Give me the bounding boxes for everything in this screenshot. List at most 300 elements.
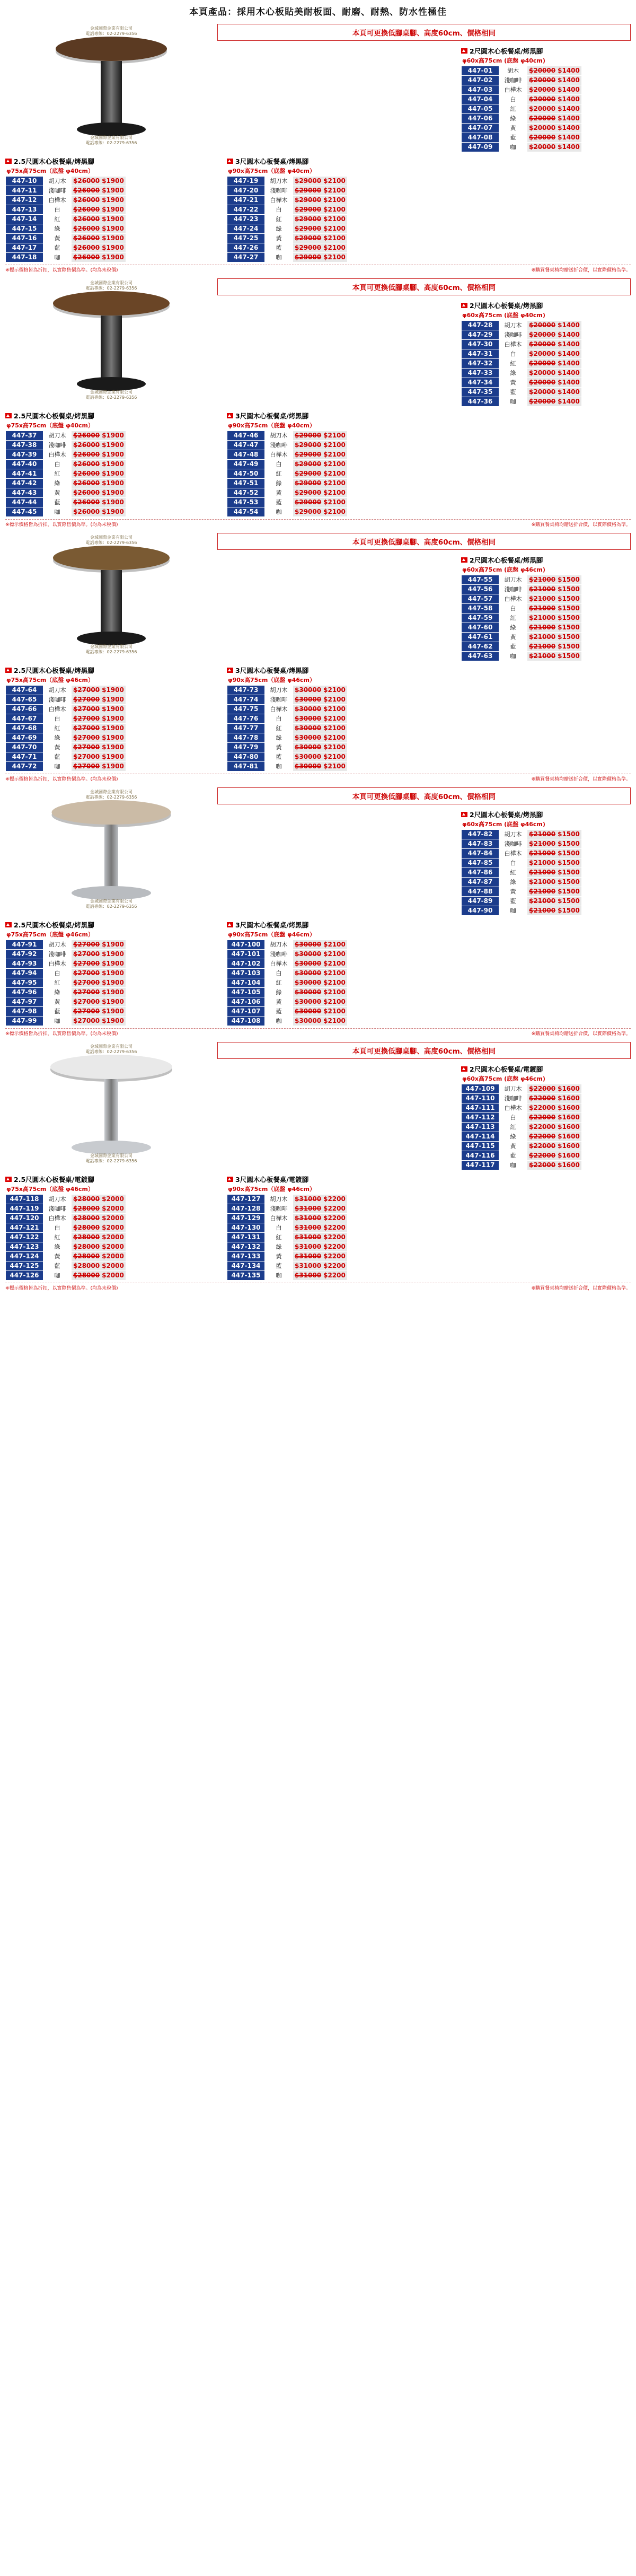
product-code: 447-49	[227, 460, 265, 469]
product-code: 447-67	[6, 714, 43, 724]
material-label: 淺咖啡	[499, 1094, 527, 1103]
price-cell: $27000 $1900	[72, 686, 126, 695]
price-cell: $27000 $1900	[72, 752, 126, 762]
material-label: 藍	[43, 1007, 72, 1017]
material-label: 胡刀木	[43, 686, 72, 695]
table-row	[6, 950, 126, 959]
table-row	[462, 1123, 582, 1132]
price-cell: $20000 $1400	[527, 66, 582, 76]
top-table-inner	[461, 45, 631, 152]
price-cell: $28000 $2000	[72, 1223, 126, 1233]
material-label: 綠	[265, 479, 293, 488]
product-code: 447-129	[227, 1214, 265, 1223]
product-code: 447-70	[6, 743, 43, 752]
left-column	[5, 530, 217, 664]
price-cell: $20000 $1400	[527, 104, 582, 114]
section-body	[5, 530, 631, 664]
table-row	[227, 488, 348, 498]
flag-icon	[461, 812, 467, 817]
price-cell: $26000 $1900	[72, 488, 126, 498]
table-row	[462, 642, 582, 652]
material-label: 綠	[43, 988, 72, 997]
price-cell: $29000 $2100	[293, 460, 348, 469]
section-s4	[5, 784, 631, 1037]
company-stamp: 金城國際企業有限公司 電話專線：02-2279-6356	[85, 26, 137, 36]
table-row	[462, 369, 582, 378]
flag-icon	[5, 1177, 12, 1182]
product-code: 447-57	[462, 594, 499, 604]
product-code: 447-61	[462, 633, 499, 642]
product-code: 447-08	[462, 133, 499, 143]
table-top-render	[52, 800, 171, 825]
table-row	[227, 469, 348, 479]
company-stamp: 金城國際企業有限公司 電話專線：02-2279-6356	[85, 1044, 137, 1054]
table-row	[462, 839, 582, 849]
product-code: 447-26	[227, 243, 265, 253]
table-row	[462, 1113, 582, 1123]
material-label: 綠	[499, 1132, 527, 1142]
material-label: 紅	[43, 724, 72, 733]
material-label: 藍	[499, 897, 527, 906]
product-code: 447-55	[462, 575, 499, 585]
table-row	[462, 76, 582, 85]
material-label: 淺咖啡	[43, 1204, 72, 1214]
table-row	[462, 378, 582, 388]
table-row	[6, 431, 126, 441]
table-row	[6, 1252, 126, 1261]
price-cell: $27000 $1900	[72, 714, 126, 724]
product-code: 447-05	[462, 104, 499, 114]
table-row	[6, 253, 126, 262]
product-code: 447-133	[227, 1252, 265, 1261]
material-label: 白樺木	[43, 196, 72, 205]
mid-dims: φ90x高75cm（底盤 φ40cm）	[228, 168, 316, 174]
price-cell: $26000 $1900	[72, 460, 126, 469]
material-label: 胡刀木	[43, 431, 72, 441]
product-code: 447-106	[227, 997, 265, 1007]
left-dims: φ75x高75cm（底盤 φ40cm）	[6, 168, 94, 174]
product-code: 447-50	[227, 469, 265, 479]
price-cell: $21000 $1500	[527, 858, 582, 868]
price-cell: $28000 $2000	[72, 1261, 126, 1271]
material-label: 白樺木	[43, 1214, 72, 1223]
section-banner: 本頁可更換低腳桌腳、高度60cm、價格相同	[217, 278, 631, 295]
price-cell: $21000 $1500	[527, 633, 582, 642]
top-head	[461, 1064, 631, 1083]
flag-icon	[461, 1066, 467, 1072]
material-label: 白樺木	[43, 959, 72, 969]
table-row	[462, 85, 582, 95]
material-label: 胡刀木	[43, 177, 72, 186]
table-row	[462, 143, 582, 152]
left-table-block	[5, 1173, 217, 1281]
left-head	[5, 920, 217, 939]
product-code: 447-120	[6, 1214, 43, 1223]
price-cell: $31000 $2200	[293, 1195, 348, 1204]
table-row	[227, 215, 348, 224]
section-note-row	[5, 1028, 631, 1037]
price-cell: $27000 $1900	[72, 743, 126, 752]
product-code: 447-46	[227, 431, 265, 441]
left-table-block	[5, 664, 217, 772]
price-cell: $20000 $1400	[527, 397, 582, 407]
section-s1	[5, 21, 631, 273]
material-label: 白	[43, 714, 72, 724]
price-cell: $30000 $2100	[293, 969, 348, 978]
right-column	[217, 1039, 631, 1173]
price-cell: $21000 $1500	[527, 604, 582, 614]
product-code: 447-73	[227, 686, 265, 695]
price-cell: $29000 $2100	[293, 177, 348, 186]
product-code: 447-85	[462, 858, 499, 868]
table-row	[6, 733, 126, 743]
material-label: 咖	[43, 507, 72, 517]
material-label: 胡刀木	[43, 1195, 72, 1204]
material-label: 淺咖啡	[499, 76, 527, 85]
top-head	[461, 46, 631, 65]
material-label: 紅	[499, 104, 527, 114]
material-label: 白	[265, 714, 293, 724]
bottom-tables	[5, 664, 631, 772]
mid-table-block	[227, 919, 439, 1026]
product-code: 447-86	[462, 868, 499, 878]
material-label: 淺咖啡	[43, 695, 72, 705]
mid-table	[227, 431, 348, 517]
product-code: 447-107	[227, 1007, 265, 1017]
material-label: 藍	[43, 752, 72, 762]
top-table	[461, 1084, 582, 1170]
material-label: 白樺木	[43, 450, 72, 460]
material-label: 胡刀木	[265, 1195, 293, 1204]
price-cell: $21000 $1500	[527, 614, 582, 623]
product-code: 447-119	[6, 1204, 43, 1214]
table-row	[6, 186, 126, 196]
material-label: 白	[265, 205, 293, 215]
material-label: 白樺木	[43, 705, 72, 714]
table-row	[462, 133, 582, 143]
mid-title: 3尺圓木心板餐桌/電鍍腳	[227, 1175, 439, 1184]
section-banner: 本頁可更換低腳桌腳、高度60cm、價格相同	[217, 24, 631, 41]
table-row	[227, 224, 348, 234]
mid-title: 3尺圓木心板餐桌/烤黑腳	[227, 156, 439, 166]
section-body	[5, 784, 631, 919]
table-row	[227, 743, 348, 752]
table-row	[462, 1151, 582, 1161]
footer-note-right: ※購買餐桌椅均贈送折合價，以實際價格為準。	[531, 1286, 631, 1291]
table-row	[462, 1142, 582, 1151]
page-title: 本頁產品：採用木心板貼美耐板面、耐磨、耐熱、防水性極佳	[189, 7, 447, 17]
material-label: 黃	[43, 488, 72, 498]
table-row	[462, 95, 582, 104]
table-row	[6, 488, 126, 498]
company-stamp: 金城國際企業有限公司 電話專線：02-2279-6356	[85, 790, 137, 800]
table-row	[462, 340, 582, 349]
table-row	[462, 1132, 582, 1142]
material-label: 淺咖啡	[265, 441, 293, 450]
section-s5	[5, 1039, 631, 1291]
product-code: 447-84	[462, 849, 499, 858]
price-cell: $28000 $2000	[72, 1242, 126, 1252]
price-cell: $21000 $1500	[527, 868, 582, 878]
product-code: 447-125	[6, 1261, 43, 1271]
price-cell: $29000 $2100	[293, 186, 348, 196]
product-code: 447-44	[6, 498, 43, 507]
product-code: 447-54	[227, 507, 265, 517]
material-label: 咖	[43, 1271, 72, 1281]
table-row	[462, 906, 582, 916]
material-label: 白	[265, 460, 293, 469]
price-cell: $26000 $1900	[72, 431, 126, 441]
material-label: 淺咖啡	[499, 585, 527, 594]
material-label: 白樺木	[499, 85, 527, 95]
material-label: 胡刀木	[499, 321, 527, 330]
price-cell: $21000 $1500	[527, 897, 582, 906]
table-top-render	[50, 1055, 172, 1079]
material-label: 白	[43, 460, 72, 469]
table-row	[6, 743, 126, 752]
product-code: 447-115	[462, 1142, 499, 1151]
price-cell: $21000 $1500	[527, 830, 582, 839]
table-row	[227, 733, 348, 743]
product-code: 447-64	[6, 686, 43, 695]
material-label: 紅	[265, 724, 293, 733]
table-row	[227, 752, 348, 762]
price-cell: $26000 $1900	[72, 177, 126, 186]
product-photo-4	[16, 786, 207, 919]
price-cell: $30000 $2100	[293, 762, 348, 772]
material-label: 胡刀木	[265, 431, 293, 441]
table-row	[6, 460, 126, 469]
left-head	[5, 156, 217, 175]
product-code: 447-45	[6, 507, 43, 517]
table-base-render	[77, 632, 146, 645]
product-code: 447-89	[462, 897, 499, 906]
product-code: 447-13	[6, 205, 43, 215]
product-code: 447-52	[227, 488, 265, 498]
left-table-block	[5, 410, 217, 517]
product-code: 447-117	[462, 1161, 499, 1170]
price-cell: $30000 $2100	[293, 959, 348, 969]
material-label: 黃	[499, 378, 527, 388]
table-row	[6, 507, 126, 517]
right-column	[217, 530, 631, 664]
table-column-render	[104, 1079, 118, 1143]
price-cell: $30000 $2100	[293, 733, 348, 743]
top-table-wrap	[217, 45, 631, 152]
product-code: 447-36	[462, 397, 499, 407]
table-row	[227, 196, 348, 205]
top-title: 2尺圓木心板餐桌/電鍍腳	[461, 1064, 631, 1074]
price-cell: $20000 $1400	[527, 321, 582, 330]
price-cell: $26000 $1900	[72, 253, 126, 262]
price-cell: $27000 $1900	[72, 988, 126, 997]
left-table	[5, 176, 126, 262]
product-code: 447-39	[6, 450, 43, 460]
price-cell: $29000 $2100	[293, 498, 348, 507]
table-row	[462, 1094, 582, 1103]
flag-icon	[227, 1177, 233, 1182]
table-row	[6, 940, 126, 950]
top-table-wrap	[217, 554, 631, 661]
table-row	[227, 997, 348, 1007]
table-row	[6, 441, 126, 450]
material-label: 綠	[499, 369, 527, 378]
price-cell: $22000 $1600	[527, 1103, 582, 1113]
product-code: 447-59	[462, 614, 499, 623]
price-cell: $27000 $1900	[72, 950, 126, 959]
material-label: 黃	[265, 997, 293, 1007]
table-row	[227, 686, 348, 695]
table-row	[6, 714, 126, 724]
price-cell: $30000 $2100	[293, 940, 348, 950]
product-code: 447-94	[6, 969, 43, 978]
table-row	[227, 1223, 348, 1233]
table-row	[227, 186, 348, 196]
product-code: 447-07	[462, 124, 499, 133]
price-cell: $29000 $2100	[293, 479, 348, 488]
table-row	[6, 498, 126, 507]
table-row	[227, 1017, 348, 1026]
material-label: 紅	[265, 978, 293, 988]
top-table-inner	[461, 300, 631, 407]
bottom-tables	[5, 919, 631, 1026]
mid-head	[227, 156, 439, 175]
table-row	[227, 988, 348, 997]
table-base-render	[77, 377, 146, 391]
product-code: 447-43	[6, 488, 43, 498]
product-code: 447-81	[227, 762, 265, 772]
product-code: 447-109	[462, 1084, 499, 1094]
material-label: 黃	[43, 997, 72, 1007]
price-cell: $22000 $1600	[527, 1113, 582, 1123]
price-cell: $31000 $2200	[293, 1204, 348, 1214]
product-photo-5	[16, 1041, 207, 1173]
price-cell: $20000 $1400	[527, 340, 582, 349]
price-cell: $27000 $1900	[72, 762, 126, 772]
mid-head	[227, 1175, 439, 1193]
price-cell: $29000 $2100	[293, 215, 348, 224]
product-code: 447-111	[462, 1103, 499, 1113]
section-note-row	[5, 265, 631, 273]
table-row	[227, 177, 348, 186]
price-cell: $22000 $1600	[527, 1094, 582, 1103]
product-code: 447-31	[462, 349, 499, 359]
table-row	[227, 1233, 348, 1242]
product-code: 447-112	[462, 1113, 499, 1123]
right-column	[217, 21, 631, 155]
price-cell: $20000 $1400	[527, 124, 582, 133]
product-code: 447-135	[227, 1271, 265, 1281]
product-code: 447-63	[462, 652, 499, 661]
material-label: 淺咖啡	[265, 1204, 293, 1214]
footer-note-right: ※購買餐桌椅均贈送折合價，以實際價格為準。	[531, 777, 631, 782]
material-label: 咖	[265, 253, 293, 262]
price-cell: $26000 $1900	[72, 224, 126, 234]
table-top-render	[53, 291, 170, 316]
table-row	[227, 243, 348, 253]
material-label: 綠	[43, 1242, 72, 1252]
table-row	[6, 997, 126, 1007]
left-table	[5, 685, 126, 772]
flag-icon	[461, 557, 467, 563]
product-code: 447-25	[227, 234, 265, 243]
section-note-row	[5, 1283, 631, 1291]
table-row	[227, 978, 348, 988]
product-code: 447-105	[227, 988, 265, 997]
price-cell: $26000 $1900	[72, 469, 126, 479]
price-cell: $29000 $2100	[293, 196, 348, 205]
table-row	[6, 969, 126, 978]
price-cell: $28000 $2000	[72, 1204, 126, 1214]
material-label: 淺咖啡	[43, 186, 72, 196]
material-label: 胡木	[499, 66, 527, 76]
left-table-block	[5, 155, 217, 262]
material-label: 胡刀木	[499, 830, 527, 839]
table-row	[227, 762, 348, 772]
product-code: 447-37	[6, 431, 43, 441]
material-label: 咖	[499, 397, 527, 407]
left-table	[5, 940, 126, 1026]
material-label: 紅	[43, 978, 72, 988]
price-cell: $30000 $2100	[293, 724, 348, 733]
product-code: 447-122	[6, 1233, 43, 1242]
price-cell: $28000 $2000	[72, 1233, 126, 1242]
top-head	[461, 301, 631, 319]
left-title: 2.5尺圓木心板餐桌/烤黑腳	[5, 156, 217, 166]
price-cell: $26000 $1900	[72, 215, 126, 224]
table-base-render	[77, 122, 146, 136]
top-table-wrap	[217, 809, 631, 916]
product-code: 447-40	[6, 460, 43, 469]
table-row	[227, 507, 348, 517]
top-title: 2尺圓木心板餐桌/烤黑腳	[461, 555, 631, 565]
price-cell: $29000 $2100	[293, 224, 348, 234]
table-column-render	[104, 825, 118, 888]
left-table-block	[5, 919, 217, 1026]
left-column	[5, 275, 217, 410]
table-row	[6, 752, 126, 762]
table-row	[6, 978, 126, 988]
material-label: 咖	[265, 1271, 293, 1281]
product-code: 447-110	[462, 1094, 499, 1103]
product-code: 447-34	[462, 378, 499, 388]
table-row	[227, 705, 348, 714]
price-cell: $21000 $1500	[527, 839, 582, 849]
price-cell: $20000 $1400	[527, 143, 582, 152]
price-cell: $27000 $1900	[72, 969, 126, 978]
top-table	[461, 320, 582, 407]
flag-icon	[227, 922, 233, 927]
price-cell: $30000 $2100	[293, 950, 348, 959]
table-row	[6, 1017, 126, 1026]
left-head	[5, 665, 217, 684]
table-row	[6, 450, 126, 460]
price-cell: $27000 $1900	[72, 1007, 126, 1017]
material-label: 綠	[265, 733, 293, 743]
material-label: 胡刀木	[43, 940, 72, 950]
price-cell: $29000 $2100	[293, 469, 348, 479]
flag-icon	[5, 922, 12, 927]
product-code: 447-71	[6, 752, 43, 762]
mid-table-block	[227, 664, 439, 772]
table-row	[462, 887, 582, 897]
material-label: 藍	[499, 642, 527, 652]
table-row	[462, 868, 582, 878]
table-row	[6, 1261, 126, 1271]
bottom-tables	[5, 155, 631, 262]
product-code: 447-80	[227, 752, 265, 762]
mid-dims: φ90x高75cm（底盤 φ46cm）	[228, 931, 316, 938]
